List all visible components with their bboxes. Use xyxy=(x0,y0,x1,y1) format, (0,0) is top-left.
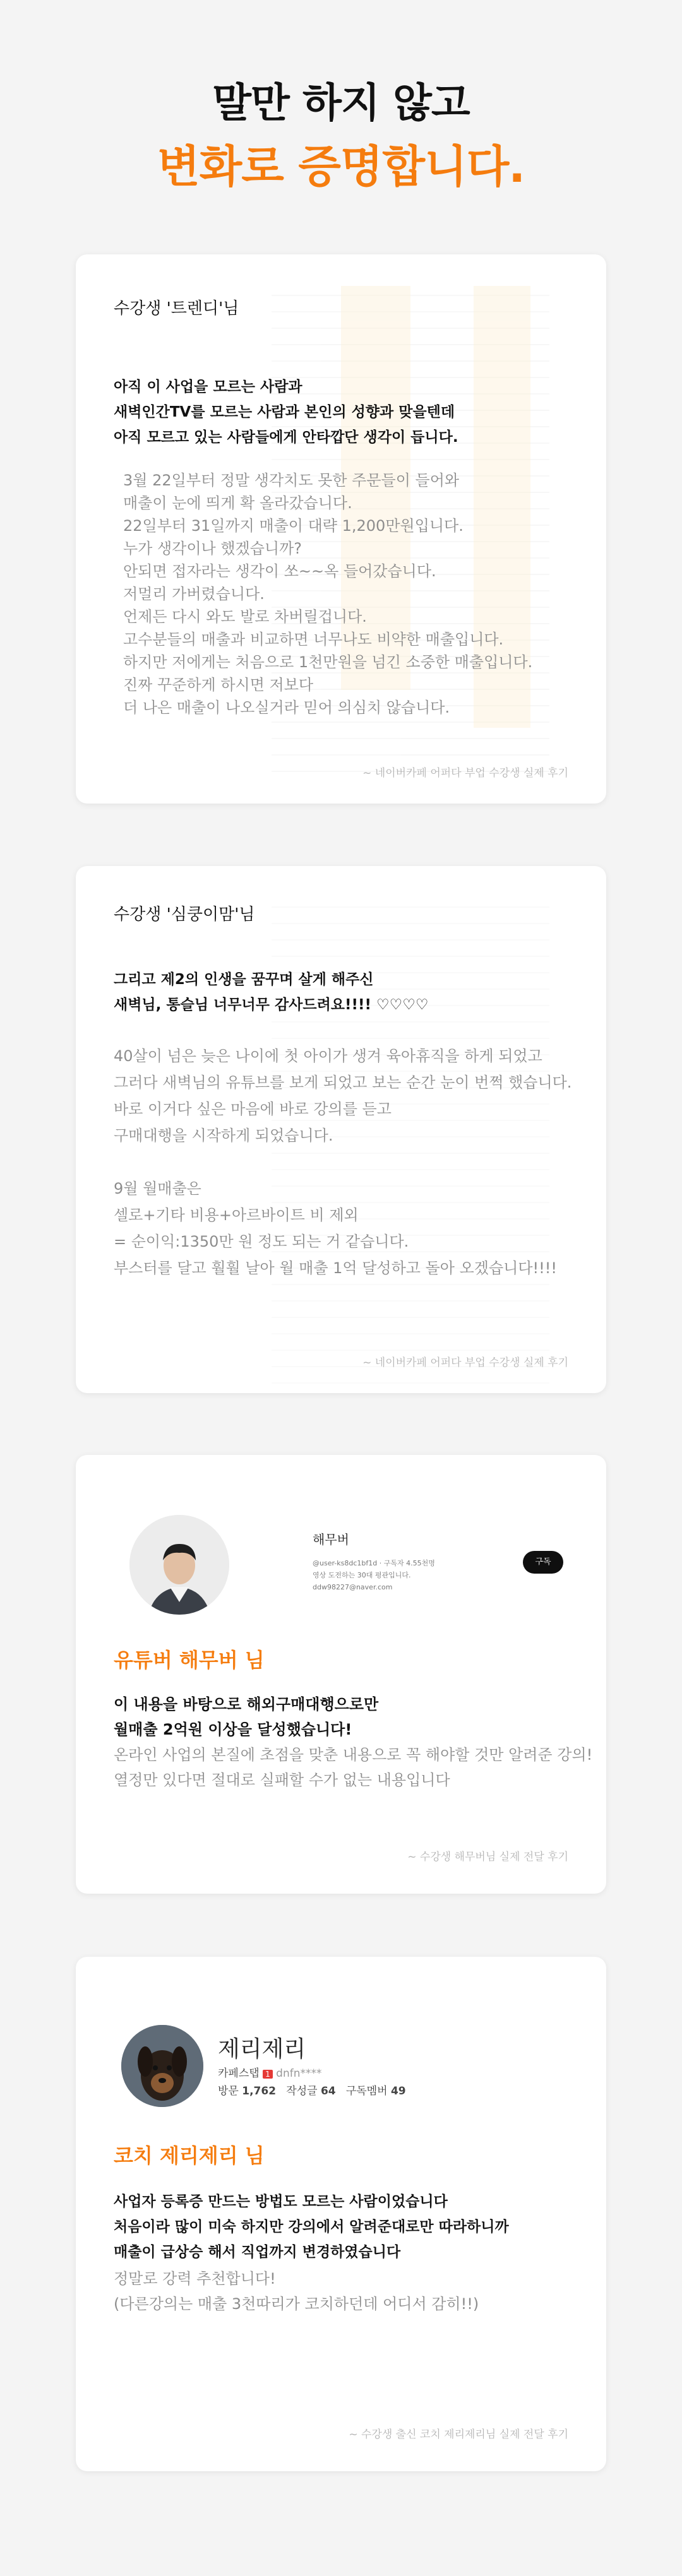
reviewer-name: 코치 제리제리 님 xyxy=(114,2144,265,2168)
reviewer-name: 수강생 '트렌디'님 xyxy=(114,299,239,318)
review-highlight: 이 내용을 바탕으로 해외구매대행으로만 월매출 2억원 이상을 달성했습니다! xyxy=(114,1695,379,1738)
channel-meta: @user-ks8dc1bf1d · 구독자 4.55천명 영상 도전하는 30대 평관입니다. ddw98227@naver.com xyxy=(313,1559,435,1591)
review-highlight: 그리고 제2의 인생을 꿈꾸며 살게 해주신 새벽님, 통슬님 너무너무 감사드려요!!!! ♡♡♡♡ xyxy=(114,971,429,1013)
member-stats: 방문 1,762 작성글 64 구독멤버 49 xyxy=(218,2085,406,2098)
review-card-simkung xyxy=(76,866,606,1393)
subscribe-button[interactable]: 구독 xyxy=(523,1551,563,1574)
avatar xyxy=(129,1515,229,1615)
review-card-haemuber xyxy=(76,1455,606,1894)
review-source: ~ 수강생 출신 코치 제리제리님 실제 전달 후기 xyxy=(349,2428,568,2441)
review-source: ~ 네이버카페 어퍼다 부업 수강생 실제 후기 xyxy=(362,1356,568,1369)
reviewer-name: 유튜버 해무버 님 xyxy=(114,1648,265,1672)
review-body: 정말로 강력 추천합니다! (다른강의는 매출 3천따리가 코치하던데 어디서 감히!!) xyxy=(114,2270,479,2313)
review-body: 40살이 넘은 늦은 나이에 첫 아이가 생겨 육아휴직을 하게 되었고 그러다 새벽님의 유튜브를 보게 되었고 보는 순간 눈이 번쩍 했습니다. 바로 이거다 싶은 마음에 바로 강의를 듣고 구매대행을 시작하게 되었습니다. 9월 월매출은 셀로+기타 비용+아르바이트 비 제외 = 순이익:1350만 원 정도 되는 거 같습니다. 부스터를 달고 훨훨 날아 월 매출 1억 달성하고 돌아 오겠습니다!!!! xyxy=(114,1047,572,1277)
review-source: ~ 네이버카페 어퍼다 부업 수강생 실제 후기 xyxy=(362,767,568,780)
avatar xyxy=(121,2025,203,2107)
review-card-jerry xyxy=(76,1957,606,2471)
channel-name: 해무버 xyxy=(313,1532,349,1547)
review-source: ~ 수강생 해무버님 실제 전달 후기 xyxy=(407,1851,568,1863)
reviewer-name: 수강생 '심쿵이맘'님 xyxy=(114,905,255,924)
review-body: 온라인 사업의 본질에 초점을 맞춘 내용으로 꼭 해야할 것만 알려준 강의! 열정만 있다면 절대로 실패할 수가 없는 내용입니다 xyxy=(114,1746,593,1789)
review-card-trendy xyxy=(76,254,606,804)
hero-line-1: 말만 하지 않고 xyxy=(212,80,470,127)
review-highlight: 사업자 등록증 만드는 방법도 모르는 사람이었습니다 처음이라 많이 미숙 하지만 강의에서 알려준대로만 따라하니까 매출이 급상승 해서 직업까지 변경하였습니다 xyxy=(114,2193,509,2260)
staff-badge: 1 xyxy=(263,2070,273,2079)
member-role: 카페스탭 1 dnfn**** xyxy=(218,2067,322,2080)
review-body: 3월 22일부터 정말 생각치도 못한 주문들이 들어와 매출이 눈에 띄게 확 올라갔습니다. 22일부터 31일까지 매출이 대략 1,200만원입니다. 누가 생각이나 했겠습니까? 안되면 접자라는 생각이 쏘~~옥 들어갔습니다. 저멀리 가버렸습니다. 언제든 다시 와도 발로 차버릴겁니다. 고수분들의 매출과 비교하면 너무나도 비약한 매출입니다. 하지만 저에게는 처음으로 1천만원을 넘긴 소중한 매출입니다. 진짜 꾸준하게 하시면 저보다 더 나은 매출이 나오실거라 믿어 의심치 않습니다. xyxy=(123,472,533,716)
hero-line-2: 변화로 증명합니다. xyxy=(157,141,525,193)
review-highlight: 아직 이 사업을 모르는 사람과 새벽인간TV를 모르는 사람과 본인의 성향과 맞을텐데 아직 모르고 있는 사람들에게 안타깝단 생각이 듭니다. xyxy=(114,379,458,446)
cafe-member-name: 제리제리 xyxy=(218,2036,306,2062)
